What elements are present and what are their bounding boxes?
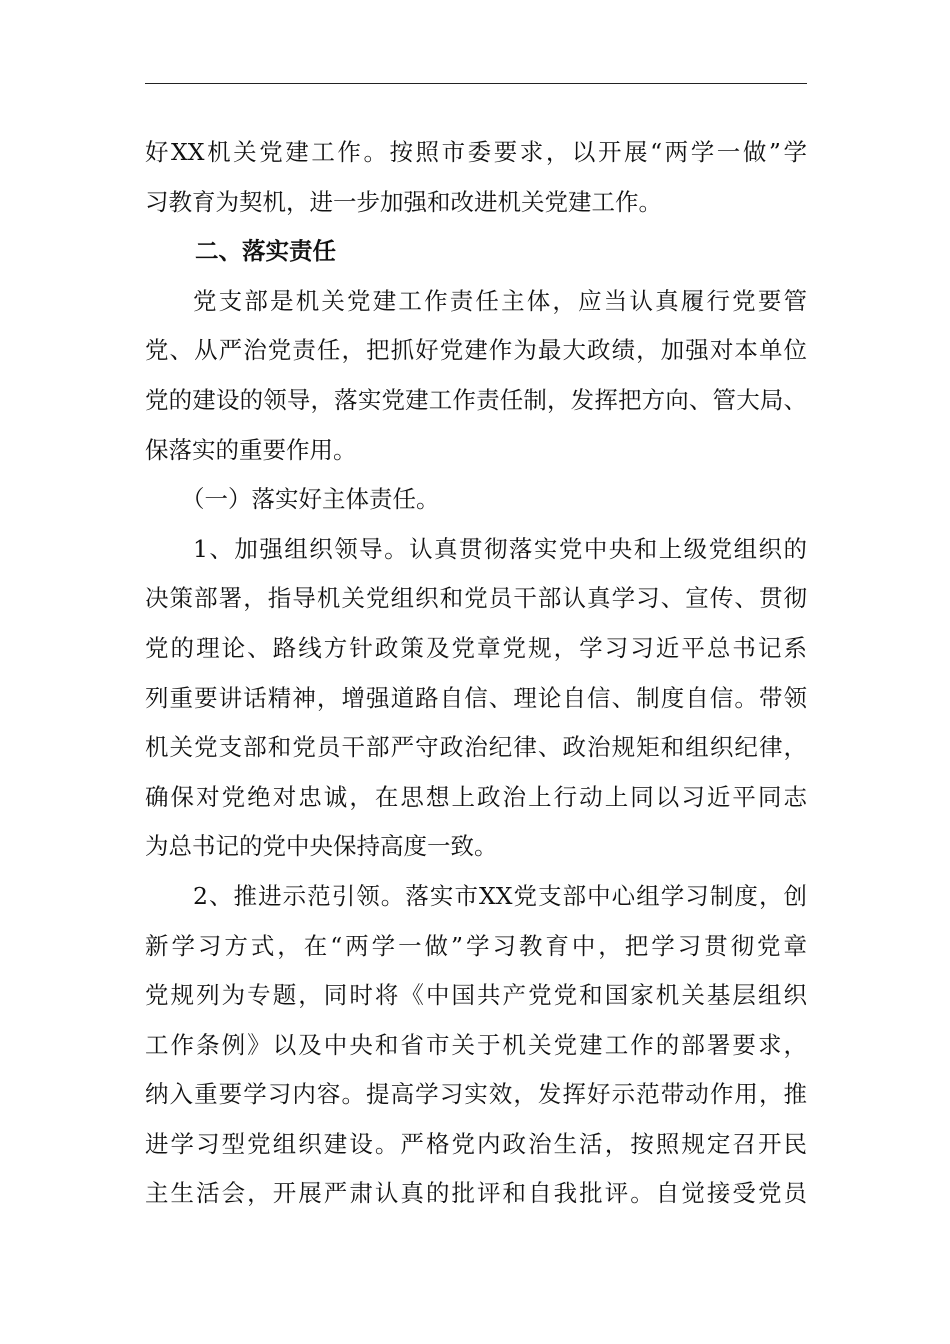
text-line: 党规列为专题，同时将《中国共产党党和国家机关基层组织 [145,981,807,1010]
text-line: 机关党支部和党员干部严守政治纪律、政治规矩和组织纪律， [145,733,807,762]
section-heading: 二、落实责任 [195,237,336,266]
text-line: 保落实的重要作用。 [145,435,357,464]
text-line: 党的建设的领导，落实党建工作责任制，发挥把方向、管大局、 [145,385,807,414]
text-line: 列重要讲话精神，增强道路自信、理论自信、制度自信。带领 [145,683,807,712]
text-line: 纳入重要学习内容。提高学习实效，发挥好示范带动作用，推 [145,1080,807,1109]
text-line: 主生活会，开展严肃认真的批评和自我批评。自觉接受党员 [145,1179,807,1208]
text-line: 新学习方式，在“两学一做”学习教育中，把学习贯彻党章 [145,931,807,960]
subsection-heading: （一）落实好主体责任。 [181,485,440,514]
text-line: 1、加强组织领导。认真贯彻落实党中央和上级党组织的 [193,534,807,563]
header-rule [145,83,807,84]
text-line: 进学习型党组织建设。严格党内政治生活，按照规定召开民 [145,1129,807,1158]
paragraph-item-2 [145,872,807,1219]
text-line: 决策部署，指导机关党组织和党员干部认真学习、宣传、贯彻 [145,584,807,613]
text-line: 好XX机关党建工作。按照市委要求，以开展“两学一做”学 [145,138,807,166]
text-line: 党、从严治党责任，把抓好党建作为最大政绩，加强对本单位 [145,336,807,365]
paragraph-item-1 [145,525,807,872]
paragraph-responsibility [145,277,807,475]
text-line: 确保对党绝对忠诚，在思想上政治上行动上同以习近平同志 [145,782,807,811]
text-line: 党支部是机关党建工作责任主体，应当认真履行党要管 [193,286,807,315]
text-line: 党的理论、路线方针政策及党章党规，学习习近平总书记系 [145,633,807,662]
text-line: 2、推进示范引领。落实市XX党支部中心组学习制度，创 [193,881,807,910]
text-line: 工作条例》以及中央和省市关于机关党建工作的部署要求， [145,1030,807,1059]
paragraph-intro-continuation [145,128,807,227]
document-body [145,128,807,1219]
text-line: 习教育为契机，进一步加强和改进机关党建工作。 [145,187,662,216]
text-line: 为总书记的党中央保持高度一致。 [145,832,498,861]
